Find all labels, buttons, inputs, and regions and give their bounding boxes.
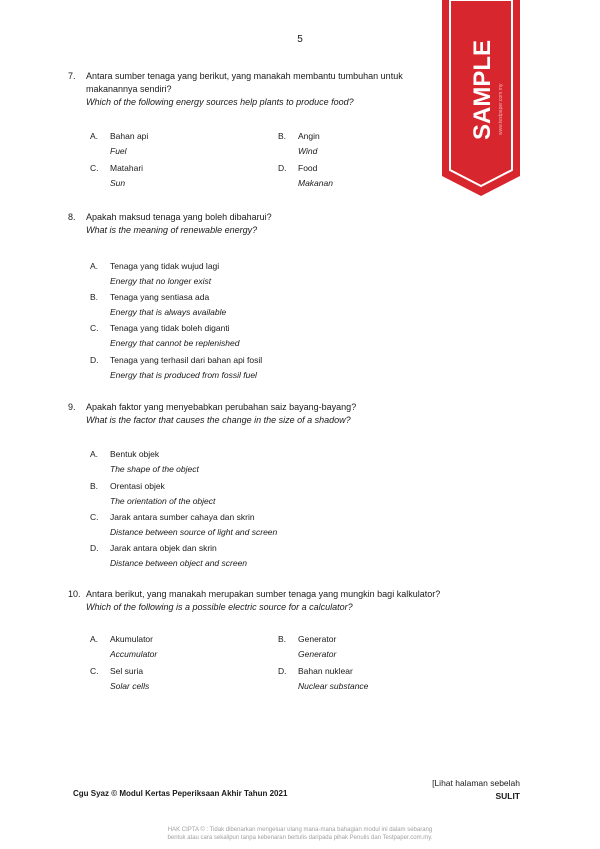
option-text-en: Distance between source of light and screen [110,527,278,537]
sample-ribbon [436,0,526,200]
option-letter: A. [90,449,99,459]
option-text-en: Solar cells [110,681,150,691]
option-text-ms: Bentuk objek [110,449,160,459]
option-text-ms: Sel suria [110,666,144,676]
question-7 [68,70,448,109]
option-text-en: The shape of the object [110,464,199,474]
option-text-ms: Tenaga yang tidak boleh diganti [110,323,230,333]
option-text-en: Wind [298,146,318,156]
question-number: 8. [68,212,76,222]
question-text-en: Which of the following energy sources help plants to produce food? [86,97,354,107]
option-letter: A. [90,634,99,644]
option-text-en: The orientation of the object [110,496,216,506]
option-text-ms: Tenaga yang sentiasa ada [110,292,210,302]
option-text-en: Sun [110,178,126,188]
option-text-ms: Tenaga yang terhasil dari bahan api fosil [110,355,263,365]
option-text-en: Energy that cannot be replenished [110,338,240,348]
page-number: 5 [297,34,303,45]
question-number: 10. [68,589,81,599]
option-text-en: Nuclear substance [298,681,369,691]
question-text-ms: Antara berikut, yang manakah merupakan sumber tenaga yang mungkin bagi kalkulator? [86,589,441,599]
option-letter: C. [90,512,99,522]
option-text-en: Energy that is always available [110,307,227,317]
question-9 [68,401,538,427]
question-text-ms: Apakah maksud tenaga yang boleh dibaharui? [86,212,272,222]
question-text-ms: Apakah faktor yang menyebabkan perubahan saiz bayang-bayang? [86,402,357,412]
option-text-ms: Food [298,163,318,173]
option-text-ms: Orentasi objek [110,481,165,491]
option-letter: D. [90,543,99,553]
option-letter: A. [90,261,99,271]
option-text-ms: Angin [298,131,320,141]
copyright-notice [0,826,600,842]
question-text-en: What is the factor that causes the change in the size of a shadow? [86,415,351,425]
option-letter: B. [90,292,99,302]
option-text-ms: Jarak antara sumber cahaya dan skrin [110,512,255,522]
question-text-ms: Antara sumber tenaga yang berikut, yang manakah membantu tumbuhan untuk [86,71,403,81]
question-10 [68,588,548,614]
option-letter: A. [90,131,99,141]
option-text-en: Accumulator [110,649,158,659]
option-letter: D. [278,666,287,676]
option-text-en: Energy that is produced from fossil fuel [110,370,257,380]
ribbon-sublabel: www.testpaper.com.my [498,83,504,135]
question-text-en: Which of the following is a possible electric source for a calculator? [86,602,353,612]
option-letter: B. [278,634,287,644]
option-text-ms: Bahan nuklear [298,666,353,676]
option-text-en: Generator [298,649,337,659]
option-text-ms: Tenaga yang tidak wujud lagi [110,261,220,271]
question-number: 9. [68,402,76,412]
option-text-ms: Bahan api [110,131,149,141]
option-text-en: Energy that no longer exist [110,276,212,286]
option-text-en: Fuel [110,146,127,156]
option-letter: C. [90,666,99,676]
option-text-ms: Jarak antara objek dan skrin [110,543,217,553]
footer-author: Cgu Syaz © Modul Kertas Peperiksaan Akhir Tahun 2021 [73,789,288,798]
option-text-ms: Generator [298,634,337,644]
option-letter: D. [90,355,99,365]
question-number: 7. [68,71,76,81]
option-letter: B. [90,481,99,491]
option-letter: C. [90,163,99,173]
question-8 [68,211,538,237]
copyright-line: bentuk atau cara sekalipun tanpa kebenaran bertulis daripada pihak Penulis dan Testpaper.com.my. [167,835,433,841]
ribbon-label: SAMPLE [469,39,496,140]
option-letter: B. [278,131,287,141]
option-letter: D. [278,163,287,173]
option-text-en: Makanan [298,178,333,188]
footer-confidential: SULIT [495,791,520,801]
option-text-ms: Matahari [110,163,144,173]
question-text-en: What is the meaning of renewable energy? [86,225,258,235]
option-text-ms: Akumulator [110,634,153,644]
question-text-ms-cont: makanannya sendiri? [86,84,172,94]
option-text-en: Distance between object and screen [110,558,248,568]
footer-see-next: [Lihat halaman sebelah [432,778,520,788]
option-letter: C. [90,323,99,333]
footer-next-page [432,777,520,803]
copyright-line: HAK CIPTA © : Tidak dibenarkan mengeluar ulang mana-mana bahagian modul ini dalam sebarang [167,827,433,833]
